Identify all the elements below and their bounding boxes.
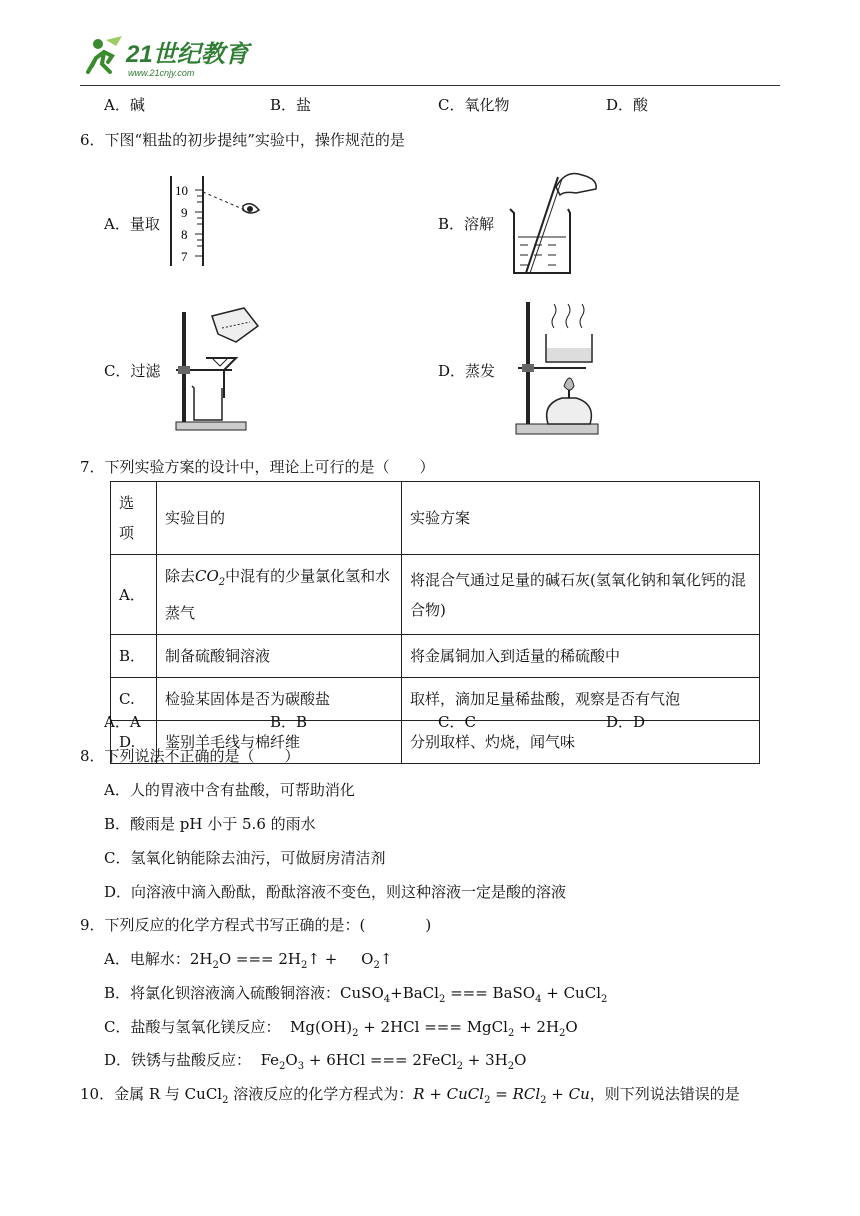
tick-label-9: 9 <box>181 205 188 220</box>
row-plan: 分别取样、灼烧，闻气味 <box>402 721 760 764</box>
row-goal: 除去$CO_2$中混有的少量氯化氢和水蒸气 <box>157 555 402 635</box>
row-option: B． <box>111 635 157 678</box>
q5-option-d: D．酸 <box>606 96 649 114</box>
row-option: A． <box>111 555 157 635</box>
q9-stem: 9．下列反应的化学方程式书写正确的是：( ) <box>80 916 432 934</box>
table-row <box>111 555 760 635</box>
tick-label-8: 8 <box>181 227 188 242</box>
eye-icon <box>243 204 259 213</box>
measuring-cylinder-figure <box>165 172 275 272</box>
q5-option-a: A．碱 <box>104 96 145 114</box>
q6-option-b-label: B．溶解 <box>438 215 495 233</box>
q6-stem: 6．下图“粗盐的初步提纯”实验中，操作规范的是 <box>80 131 405 149</box>
q5-option-c: C．氧化物 <box>438 96 510 114</box>
evaporation-figure <box>512 298 604 442</box>
q8-option-b: B．酸雨是 pH 小于 5.6 的雨水 <box>104 815 316 833</box>
q8-option-a: A．人的胃液中含有盐酸，可帮助消化 <box>104 781 355 799</box>
q8-option-c: C．氢氧化钠能除去油污，可做厨房清洁剂 <box>104 849 386 867</box>
logo-text: 21世纪教育 <box>126 41 249 68</box>
q10-stem: 10．金属 R 与 CuCl$_2$ 溶液反应的化学方程式为：R + CuCl$_2$ = RCl$_2$ + Cu，则下列说法错误的是 <box>80 1085 740 1106</box>
row-plan: 取样，滴加足量稀盐酸，观察是否有气泡 <box>402 678 760 721</box>
header-goal: 实验目的 <box>157 482 402 555</box>
q6-option-c-label: C．过滤 <box>104 362 161 380</box>
logo-url: www.21cnjy.com <box>128 68 195 78</box>
q6-option-a-label: A．量取 <box>104 215 160 233</box>
row-goal: 制备硫酸铜溶液 <box>157 635 402 678</box>
q9-option-d: D．铁锈与盐酸反应： $Fe_2O_3 + 6HCl$ === 2FeCl$_2$ + $3H_2O$ <box>104 1051 527 1072</box>
q6-option-d-label: D．蒸发 <box>438 362 496 380</box>
q8-option-d: D．向溶液中滴入酚酞，酚酞溶液不变色，则这种溶液一定是酸的溶液 <box>104 883 567 901</box>
filtration-figure <box>172 302 272 440</box>
q5-options <box>104 94 704 116</box>
row-plan: 将混合气通过足量的碱石灰(氢氧化钠和氧化钙的混合物) <box>402 555 760 635</box>
q7-stem: 7．下列实验方案的设计中，理论上可行的是（ ） <box>80 458 435 476</box>
q7-option-b: B．B <box>270 713 308 731</box>
row-goal: 检验某固体是否为碳酸盐 <box>157 678 402 721</box>
q9-option-b: B．将氯化钡溶液滴入硫酸铜溶液：CuSO$_4$+BaCl$_2$ === BaSO$_4$ + CuCl$_2$ <box>104 984 608 1005</box>
table-header-row <box>111 482 760 555</box>
hand-icon <box>556 174 596 196</box>
q7-options <box>104 711 704 733</box>
site-logo <box>82 32 252 80</box>
q7-option-d: D．D <box>606 713 646 731</box>
header-plan: 实验方案 <box>402 482 760 555</box>
header-option: 选项 <box>111 482 157 555</box>
row-option: C. <box>111 678 157 721</box>
tick-label-10: 10 <box>175 183 188 198</box>
q7-option-a: A．A <box>104 713 141 731</box>
q7-option-c: C．C <box>438 713 476 731</box>
table-row <box>111 635 760 678</box>
dissolving-figure <box>506 165 602 281</box>
q9-option-a: A．电解水：$2H_2O$ === $2H_2↑$ + $O_2↑$ <box>104 950 393 971</box>
header-rule <box>80 85 780 86</box>
q8-stem: 8．下列说法不正确的是（ ） <box>80 747 300 765</box>
q9-option-c: C．盐酸与氢氧化镁反应： $Mg(OH)_2 + 2HCl$ === MgCl$_2$ + $2H_2O$ <box>104 1018 578 1039</box>
row-option: D. <box>111 721 157 764</box>
row-plan: 将金属铜加入到适量的稀硫酸中 <box>402 635 760 678</box>
row-goal: 鉴别羊毛线与棉纤维 <box>157 721 402 764</box>
q5-option-b: B．盐 <box>270 96 312 114</box>
tick-label-7: 7 <box>181 249 188 264</box>
